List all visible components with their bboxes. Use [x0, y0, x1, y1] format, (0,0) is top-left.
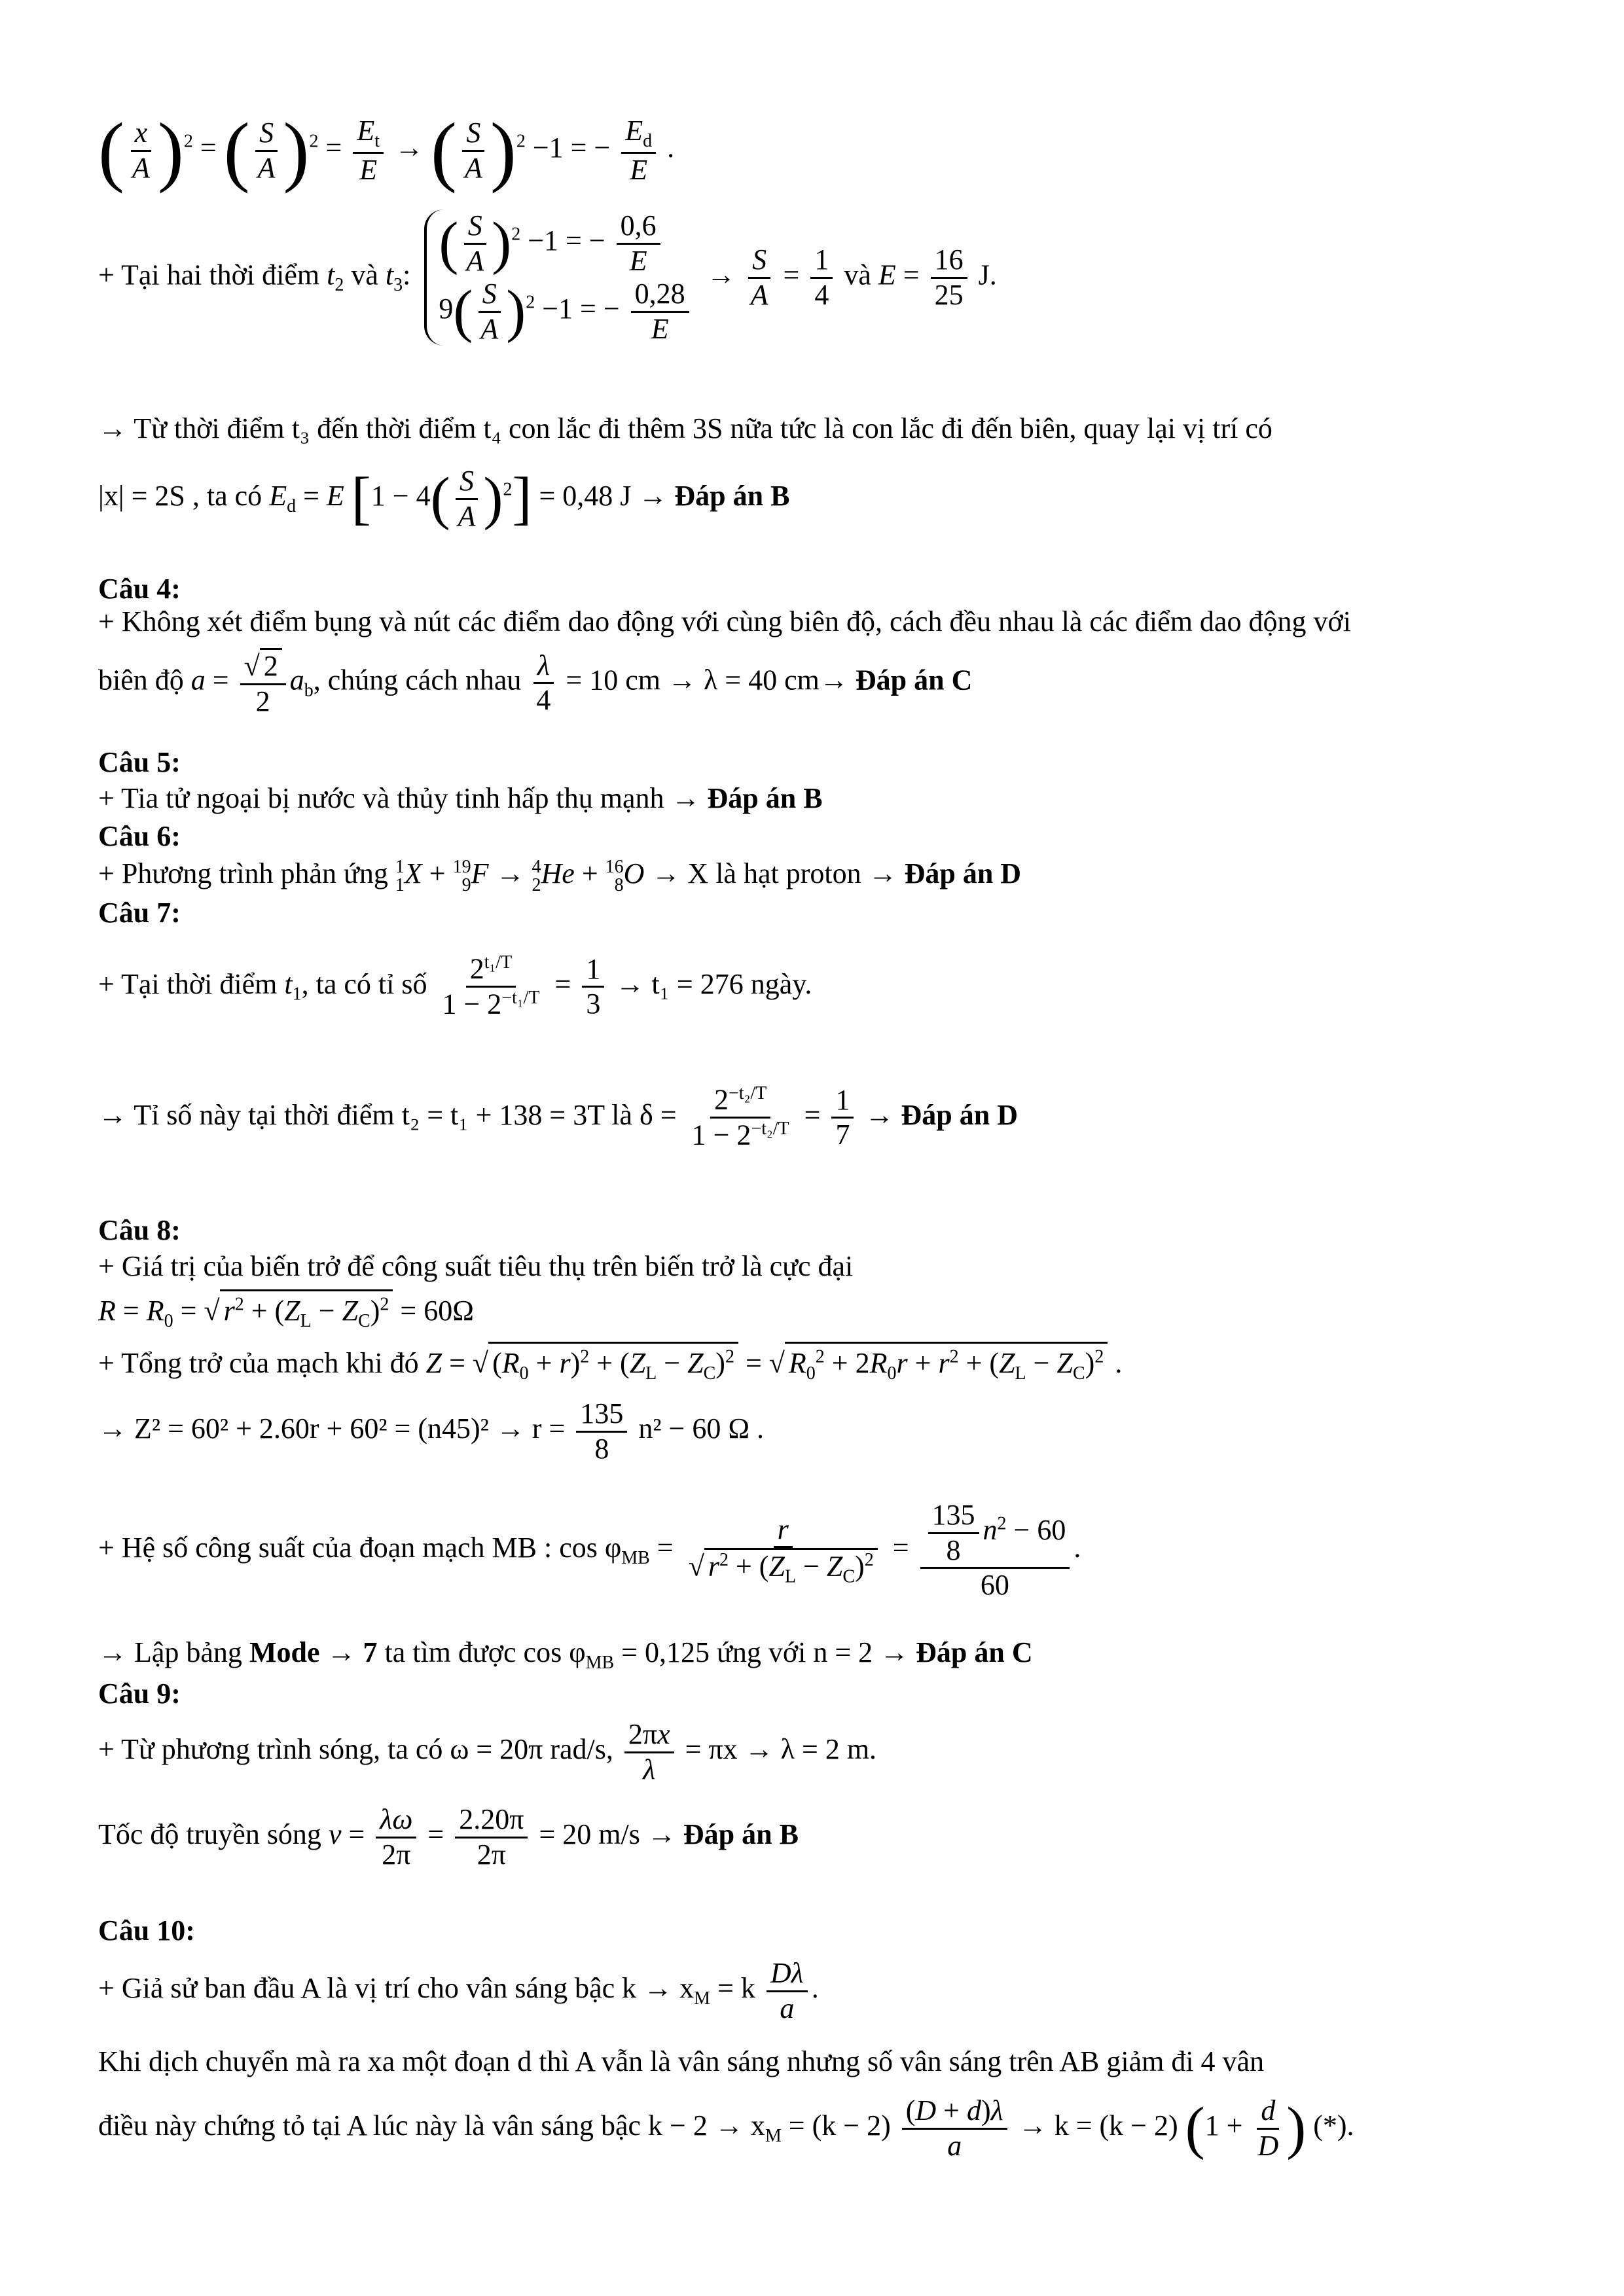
q9-line2: Tốc độ truyền sóng v = $\frac{\lambda\omega}{2\pi}$ = $\frac{2.20\pi}{2\pi}$ = 20 m/s → Đáp án B: [98, 1803, 799, 1871]
text-a: |x| = 2S , ta có: [98, 480, 262, 512]
text-b: MB : cos φ: [492, 1531, 622, 1564]
answer-q3: Đáp án B: [674, 480, 790, 512]
equation-line-1: ( $\frac{x}{A}$ )$^2$ = ( $\frac{S}{A}$ )$^2$ = $\frac{E_t}{E}$ → ( $\frac{S}{A}$ )$^2$ −1 = − $\frac{E_d}{E}$ .: [98, 107, 675, 194]
q8-line1: + Giá trị của biến trở để công suất tiêu thụ trên biến trở là cực đại: [98, 1250, 854, 1282]
answer-q5: Đáp án B: [707, 782, 823, 814]
text-b: t₂ = t₁ + 138 = 3T: [401, 1098, 605, 1131]
q4-line2: biên độ a = $\frac{√ 2}{2}$ $a_b$, chúng cách nhau $\frac{\lambda}{4}$ = 10 cm → λ = 40 cm→ Đáp án C: [98, 649, 973, 717]
ratio-den: 4: [814, 278, 829, 311]
sys2-num: 0,28: [631, 278, 689, 313]
text-b: = 0,48 J →: [539, 480, 668, 512]
text-c: ta tìm được cos φ: [384, 1636, 586, 1668]
text-and: và: [351, 259, 378, 291]
text-and2: và: [844, 259, 871, 291]
q3-line4: |x| = 2S , ta có $E_d = E$ [1 − 4( $\frac{S}{A}$ )$^2$] = 0,48 J → Đáp án B: [98, 465, 790, 532]
q8-line2: $R = R_0$ = √ $r^2 + (Z_L - Z_C)^2 = 60\Omega$: [98, 1289, 474, 1334]
q7-line1: + Tại thời điểm $t_1$, ta có tỉ số $\frac{2^{t_1/T}}{1 - 2^{-t_1/T}}$ = $\frac{1}{3}$ → t₁ = 276 ngày.: [98, 952, 812, 1020]
text-b: = k: [717, 1972, 755, 2005]
text-a: + Hệ số công suất của đoạn mạch: [98, 1531, 485, 1564]
q4-line1: + Không xét điểm bụng và nút các điểm dao động với cùng biên độ, cách đều nhau là các điểm dao động với: [98, 605, 1351, 637]
text-a: → Z² = 60² + 2.60r + 60² = (n45)² → r =: [98, 1412, 566, 1445]
q3-line3: → Từ thời điểm t₃ đến thời điểm t₄ con lắc đi thêm 3S nữa tức là con lắc đi đến biên, quay lại vị trí có: [98, 412, 1272, 444]
text-c: = 10 cm → λ = 40 cm→: [566, 664, 848, 696]
answer-q6: Đáp án D: [904, 857, 1022, 889]
q9-line1: + Từ phương trình sóng, ta có ω = 20π rad/s, $\frac{2\pi x}{\lambda}$ = πx → λ = 2 m.: [98, 1718, 877, 1785]
q7-line2: → Tỉ số này tại thời điểm t₂ = t₁ + 138 = 3T là δ = $\frac{2^{-t_2/T}}{1 - 2^{-t_2/T}}$ = $\frac{1}{7}$ → Đáp án D: [98, 1083, 1018, 1151]
var-t3: t: [385, 259, 394, 291]
text-b: = πx → λ = 2 m.: [685, 1733, 877, 1766]
E-den: 25: [934, 278, 964, 311]
text-arrow: →: [394, 132, 424, 164]
sys1-num: 0,6: [617, 209, 660, 245]
text-b: , ta có tỉ số: [301, 967, 427, 1000]
ratio-num: 1: [810, 243, 833, 279]
text-c: → t₁ = 276 ngày.: [615, 967, 812, 1000]
q9-title: Câu 9:: [98, 1677, 181, 1710]
text-b: → X là hạt proton →: [651, 857, 897, 889]
q6-title: Câu 6:: [98, 820, 181, 852]
text-a: biên độ: [98, 664, 184, 696]
text-d: (*).: [1313, 2109, 1354, 2142]
q8-line4: → Z² = 60² + 2.60r + 60² = (n45)² → r = $\frac{135}{8}$ n² − 60 Ω .: [98, 1397, 765, 1465]
answer-q9: Đáp án B: [683, 1818, 799, 1851]
text-a: → Tỉ số này tại thời điểm: [98, 1098, 395, 1131]
text-a: + Phương trình phản ứng: [98, 857, 388, 889]
q4-title: Câu 4:: [98, 573, 181, 605]
q10-title: Câu 10:: [98, 1914, 195, 1946]
var-t2: t: [327, 259, 335, 291]
q8-line3: + Tổng trở của mạch khi đó Z = √ $(R_0 + r)^2 + (Z_L - Z_C)^2$ = √ $R_0^2 + 2R_0r + r^2 + (Z_L - Z_C)^2$ .: [98, 1342, 1122, 1386]
text-prefix: + Tại hai thời điểm: [98, 259, 320, 291]
text-c: → k = (k − 2): [1018, 2109, 1178, 2142]
text-d: = 0,125 ứng với n = 2 →: [621, 1636, 909, 1668]
text-a: + Giả sử ban đầu A là vị trí cho vân sáng bậc k → x: [98, 1972, 695, 2005]
text-tail: = 60Ω: [400, 1295, 474, 1327]
text-eq: =: [325, 132, 350, 164]
text-b: = (k − 2): [788, 2109, 891, 2142]
text-b: n² − 60 Ω .: [638, 1412, 765, 1445]
q10-line2: Khi dịch chuyển mà ra xa một đoạn d thì A vẫn là vân sáng nhưng số vân sáng trên AB giảm đi 4 vân: [98, 2045, 1265, 2077]
text-b: , chúng cách nhau: [313, 664, 522, 696]
text-a: + Tại thời điểm: [98, 967, 278, 1000]
text-end: .: [667, 132, 675, 164]
text-eq: −1 = −: [532, 132, 611, 164]
text-b: →: [327, 1636, 356, 1668]
q5-line1: [98, 779, 823, 817]
text: + Tia tử ngoại bị nước và thủy tinh hấp thụ mạnh →: [98, 782, 700, 814]
system-line: + Tại hai thời điểm $t_2$ và $t_3$: ( $\frac{S}{A}$ )$^2$ −1 = − $\frac{0,6}{E}$ 9( $\frac{S}{A}$ )$^2$ −1 = − $\frac{0,28}{E}$ → $\frac{S}{A}$ = $\frac{1}{4}$ và E = $\frac{16}{25}$ J.: [98, 209, 997, 345]
q7-title: Câu 7:: [98, 897, 181, 929]
answer-q4: Đáp án C: [855, 664, 973, 696]
unit-J: J.: [978, 259, 997, 291]
text-a: Tốc độ truyền sóng: [98, 1818, 321, 1851]
equation-system: ( $\frac{S}{A}$ )$^2$ −1 = − $\frac{0,6}{E}$ 9( $\frac{S}{A}$ )$^2$ −1 = − $\frac{0,28}{E}$: [424, 209, 693, 346]
text-a: điều này chứng tỏ tại A lúc này là vân sáng bậc k − 2 → x: [98, 2109, 765, 2142]
q8-line5: + Hệ số công suất của đoạn mạch MB : $\cos \varphi_{MB}$ = $\frac{r}{√ r^2 + (Z_L - Z_C)^2}$ = $\frac{135}{8}$ $n^2 - 60$ 60 .: [98, 1499, 1081, 1602]
q8-title: Câu 8:: [98, 1214, 181, 1246]
answer-q8: Đáp án C: [916, 1636, 1033, 1668]
q10-line3: điều này chứng tỏ tại A lúc này là vân sáng bậc $k - 2 \to x_M = (k - 2)$ $\frac{(D + d)\lambda}{a}$ → k = (k − 2) (1 + $\frac{d}{D}$ ) (*).: [98, 2094, 1354, 2162]
q5-title: Câu 5:: [98, 746, 181, 778]
text-c: là δ =: [611, 1098, 677, 1131]
text-a: → Lập bảng: [98, 1636, 242, 1668]
q6-line1: + Phương trình phản ứng 1 1 X + 19 9 F → 4 2 He + 16 8 O → X là hạt proton → Đáp án D: [98, 856, 1022, 895]
answer-q7: Đáp án D: [901, 1098, 1018, 1131]
seven-key: 7: [363, 1636, 378, 1668]
text-b: = 20 m/s →: [539, 1818, 676, 1851]
E-num: 16: [931, 243, 967, 279]
mode-key: Mode: [249, 1636, 320, 1668]
sys2-coef: 9: [439, 293, 454, 325]
q10-line1: + Giả sử ban đầu A là vị trí cho vân sáng bậc $k \to x_M = k$ $\frac{D\lambda}{a}$ .: [98, 1957, 819, 2024]
q8-line6: → Lập bảng Mode → 7 ta tìm được $\cos \varphi_{MB} = 0,125$ ứng với n = 2 → Đáp án C: [98, 1636, 1033, 1673]
text-a: + Tổng trở của mạch khi đó: [98, 1347, 419, 1379]
text-a: + Từ phương trình sóng, ta có ω = 20π rad/s,: [98, 1733, 613, 1766]
